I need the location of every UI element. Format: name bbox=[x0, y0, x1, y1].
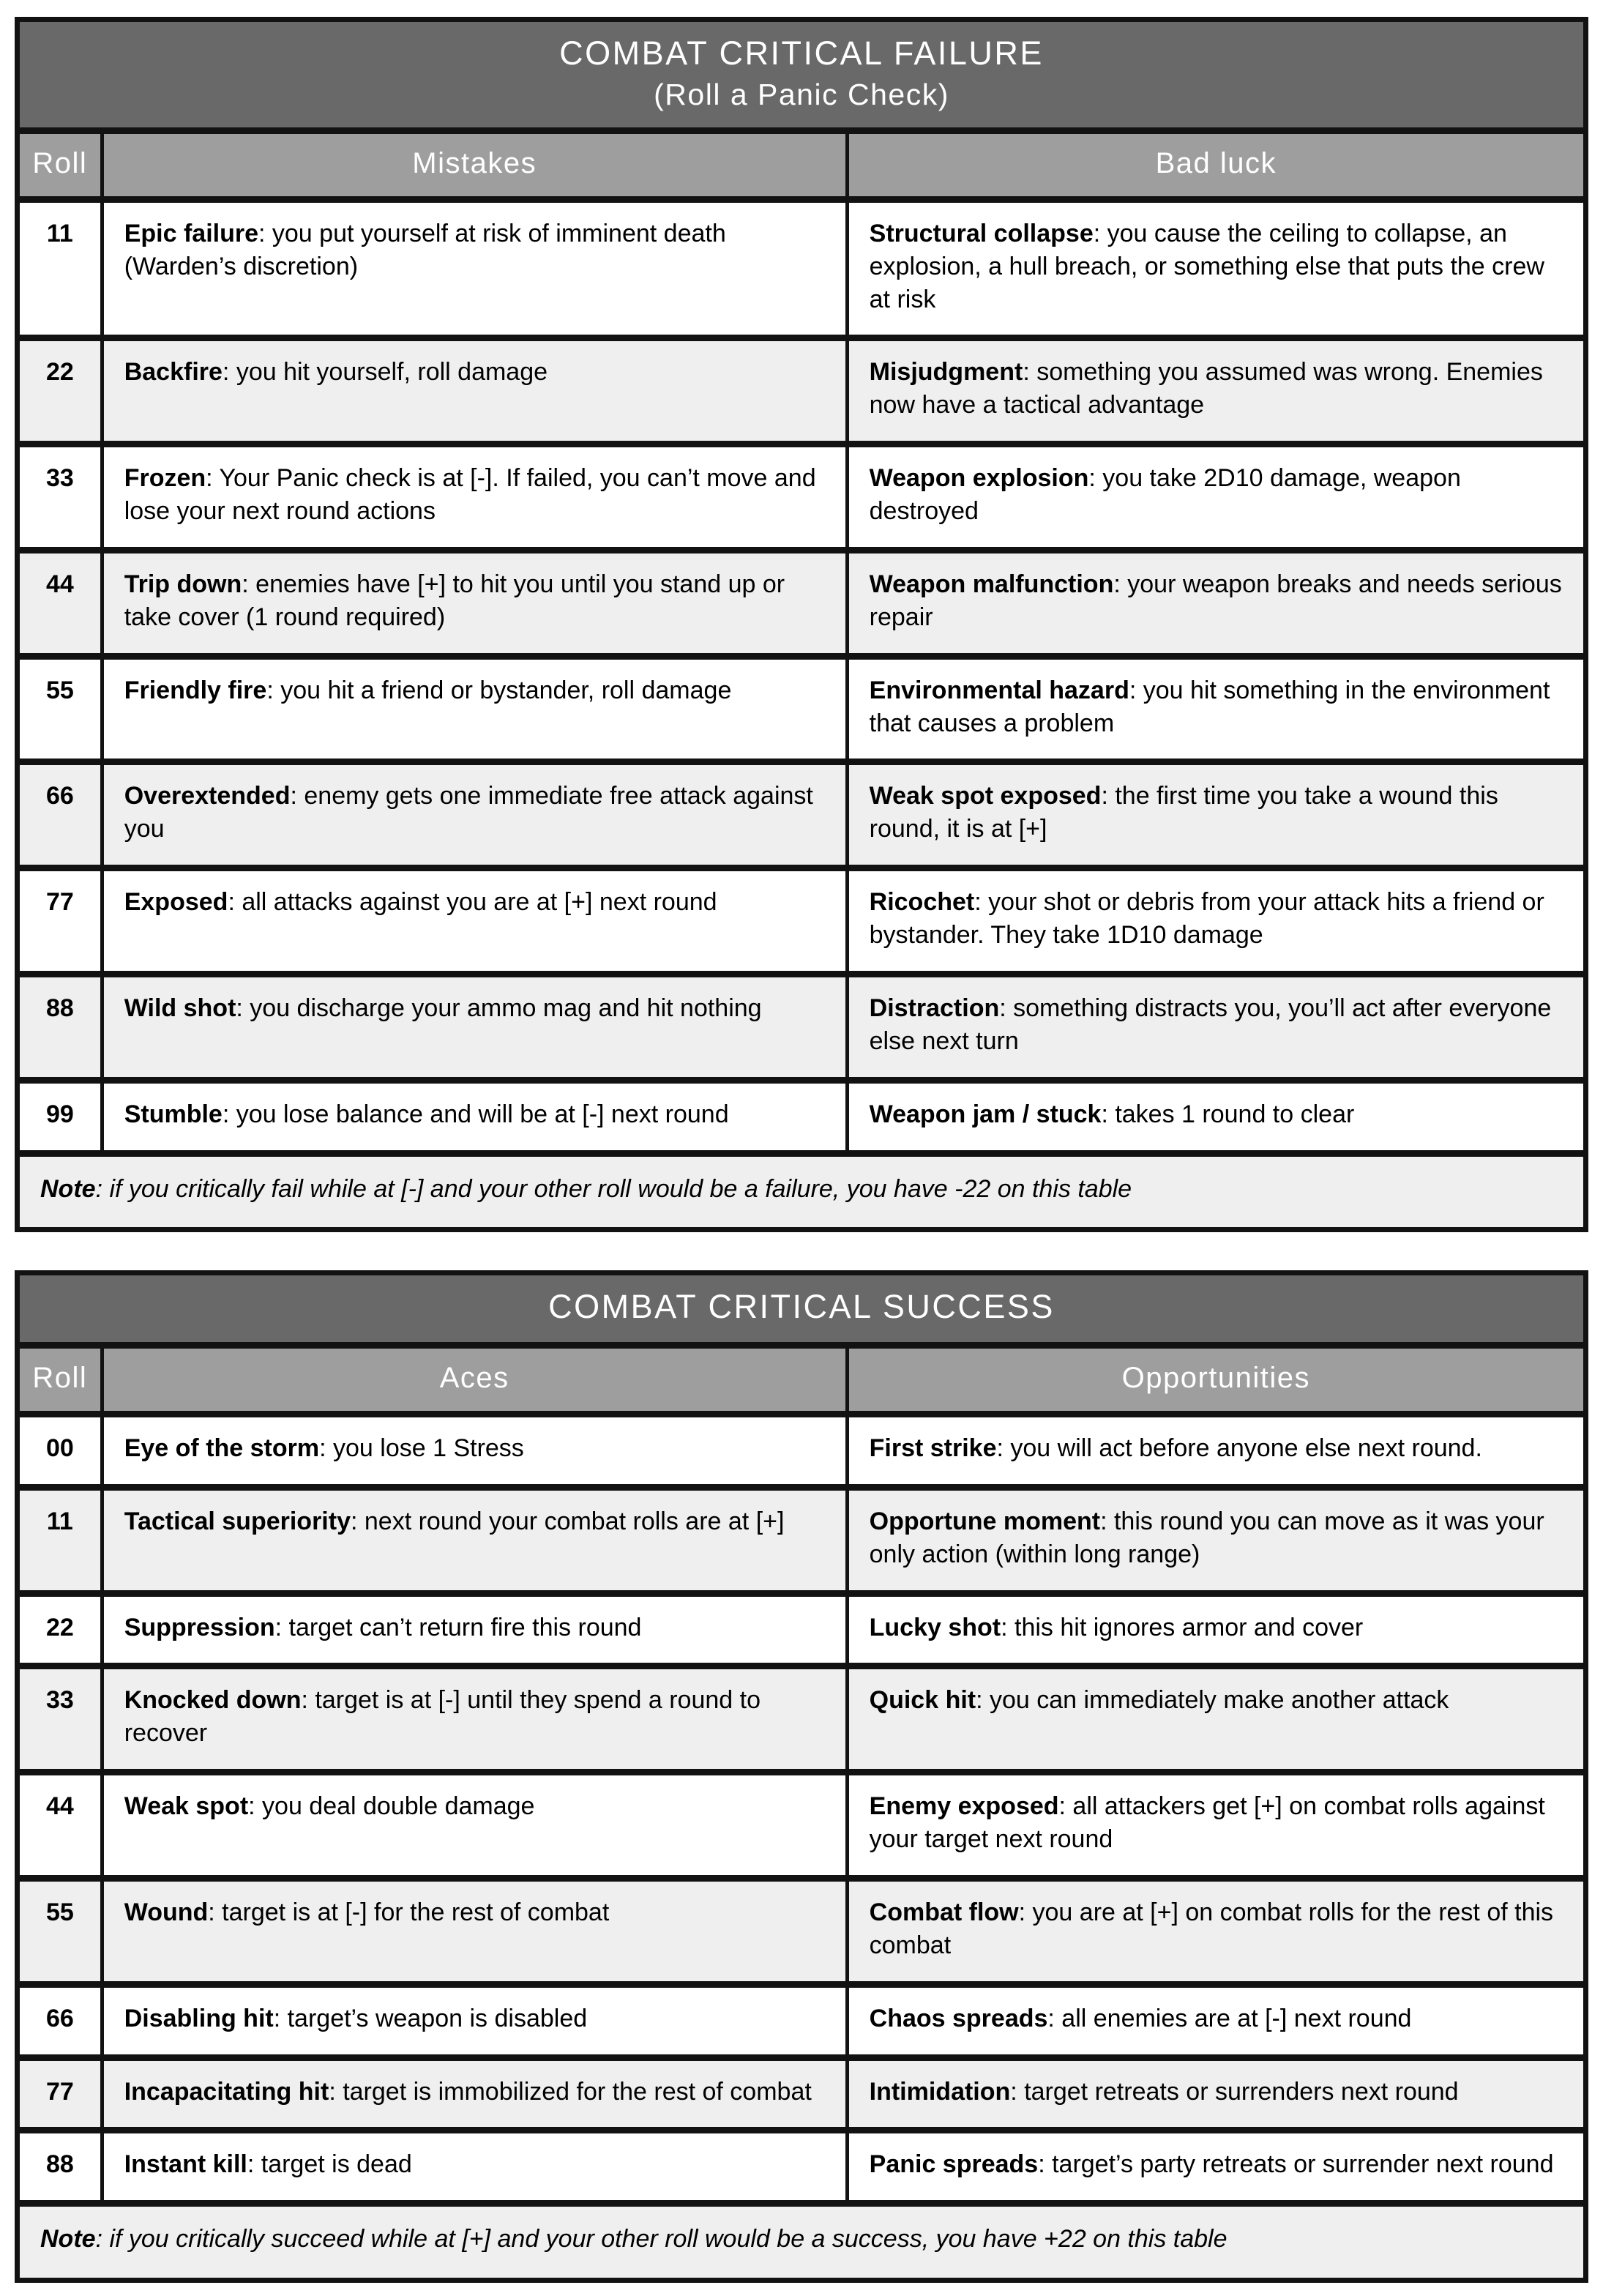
entry-text: : you are at [+] on combat rolls for the rest of this combat bbox=[869, 1898, 1554, 1959]
entry-text: : you lose balance and will be at [-] next round bbox=[222, 1100, 729, 1128]
roll-cell: 77 bbox=[18, 868, 102, 974]
column-header-aces: Aces bbox=[102, 1345, 847, 1414]
roll-cell: 44 bbox=[18, 550, 102, 656]
table-row bbox=[18, 2131, 1586, 2204]
entry-text: : the first time you take a wound this round, it is at [+] bbox=[869, 782, 1498, 843]
title-row bbox=[18, 20, 1586, 131]
right-entry-cell bbox=[847, 2131, 1585, 2204]
entry-term: Epic failure bbox=[124, 219, 258, 247]
left-entry-cell bbox=[102, 444, 847, 551]
entry-term: Wound bbox=[124, 1898, 209, 1926]
entry-term: Panic spreads bbox=[869, 2150, 1039, 2179]
entry-text: : you hit a friend or bystander, roll damage bbox=[266, 676, 732, 704]
entry-text: : this round you can move as it was your only action (within long range) bbox=[869, 1507, 1544, 1568]
roll-cell: 44 bbox=[18, 1773, 102, 1879]
entry-text: : you can immediately make another attack bbox=[976, 1686, 1449, 1715]
right-entry-cell bbox=[847, 656, 1585, 762]
entry-text: : target’s party retreats or surrender next round bbox=[1038, 2150, 1554, 2179]
entry-term: Knocked down bbox=[124, 1686, 302, 1715]
entry-term: Tactical superiority bbox=[124, 1507, 351, 1535]
page-title: COMBAT CRITICAL SUCCESS bbox=[548, 1288, 1055, 1326]
note-label: Note bbox=[40, 2225, 96, 2254]
failure-table-head bbox=[18, 20, 1586, 200]
entry-term: Distraction bbox=[869, 994, 1000, 1022]
right-entry-cell bbox=[847, 338, 1585, 444]
entry-text: : target’s weapon is disabled bbox=[273, 2004, 588, 2032]
note-cell bbox=[18, 1153, 1586, 1230]
column-header-opportunities: Opportunities bbox=[847, 1345, 1585, 1414]
entry-text: : target is immobilized for the rest of combat bbox=[329, 2077, 812, 2106]
roll-cell: 77 bbox=[18, 2057, 102, 2131]
left-entry-cell bbox=[102, 1878, 847, 1984]
failure-table-footer bbox=[18, 1153, 1586, 1230]
combat-critical-failure-table bbox=[15, 17, 1588, 1232]
left-entry-cell bbox=[102, 550, 847, 656]
right-entry-cell bbox=[847, 1080, 1585, 1153]
note-row bbox=[18, 2204, 1586, 2281]
table-row bbox=[18, 1414, 1586, 1487]
table-row bbox=[18, 1666, 1586, 1773]
left-entry-cell bbox=[102, 2131, 847, 2204]
title-row bbox=[18, 1273, 1586, 1346]
note-text: : if you critically fail while at [-] and your other roll would be a failure, you have -22 on this table bbox=[95, 1174, 1132, 1203]
right-entry-cell bbox=[847, 974, 1585, 1080]
page-subtitle: (Roll a Panic Check) bbox=[654, 77, 949, 111]
entry-text: : target is at [-] for the rest of combat bbox=[208, 1898, 610, 1926]
entry-text: : Your Panic check is at [-]. If failed, you can’t move and lose your next round actions bbox=[124, 464, 816, 526]
success-table-footer bbox=[18, 2204, 1586, 2281]
entry-term: Weapon explosion bbox=[869, 464, 1089, 493]
table-gap bbox=[15, 1232, 1588, 1270]
entry-term: Misjudgment bbox=[869, 358, 1023, 387]
left-entry-cell bbox=[102, 656, 847, 762]
table-row bbox=[18, 762, 1586, 868]
entry-term: Opportune moment bbox=[869, 1507, 1101, 1535]
entry-text: : all attackers get [+] on combat rolls against your target next round bbox=[869, 1792, 1545, 1854]
entry-term: Chaos spreads bbox=[869, 2004, 1048, 2032]
table-row bbox=[18, 1080, 1586, 1153]
entry-text: : target is dead bbox=[247, 2150, 412, 2179]
entry-text: : you discharge your ammo mag and hit nothing bbox=[236, 994, 762, 1022]
entry-term: Quick hit bbox=[869, 1686, 976, 1715]
entry-term: Frozen bbox=[124, 464, 206, 493]
entry-text: : target can’t return fire this round bbox=[274, 1613, 642, 1641]
column-header-roll: Roll bbox=[18, 130, 102, 199]
failure-table-body bbox=[18, 199, 1586, 1153]
entry-term: Ricochet bbox=[869, 888, 975, 917]
entry-text: : you lose 1 Stress bbox=[319, 1434, 524, 1462]
roll-cell: 33 bbox=[18, 444, 102, 551]
right-entry-cell bbox=[847, 1487, 1585, 1593]
entry-text: : something distracts you, you’ll act after everyone else next turn bbox=[869, 994, 1552, 1055]
entry-text: : target is at [-] until they spend a round to recover bbox=[124, 1686, 761, 1748]
left-entry-cell bbox=[102, 1487, 847, 1593]
table-row bbox=[18, 1773, 1586, 1879]
roll-cell: 55 bbox=[18, 1878, 102, 1984]
roll-cell: 88 bbox=[18, 974, 102, 1080]
right-entry-cell bbox=[847, 1593, 1585, 1666]
entry-term: Backfire bbox=[124, 358, 223, 387]
entry-text: : your weapon breaks and needs serious repair bbox=[869, 570, 1562, 631]
table-row bbox=[18, 2057, 1586, 2131]
entry-term: Instant kill bbox=[124, 2150, 247, 2179]
table-row bbox=[18, 338, 1586, 444]
roll-cell: 33 bbox=[18, 1666, 102, 1773]
entry-term: Structural collapse bbox=[869, 219, 1094, 247]
left-entry-cell bbox=[102, 762, 847, 868]
right-entry-cell bbox=[847, 1773, 1585, 1879]
entry-term: Combat flow bbox=[869, 1898, 1019, 1926]
table-row bbox=[18, 868, 1586, 974]
left-entry-cell bbox=[102, 1666, 847, 1773]
left-entry-cell bbox=[102, 974, 847, 1080]
entry-text: : all enemies are at [-] next round bbox=[1047, 2004, 1412, 2032]
table-row bbox=[18, 974, 1586, 1080]
table-row bbox=[18, 199, 1586, 338]
entry-text: : enemies have [+] to hit you until you stand up or take cover (1 round required) bbox=[124, 570, 785, 631]
entry-term: Environmental hazard bbox=[869, 676, 1129, 704]
success-table-body bbox=[18, 1414, 1586, 2203]
right-entry-cell bbox=[847, 762, 1585, 868]
note-row bbox=[18, 1153, 1586, 1230]
entry-text: : something you assumed was wrong. Enemies now have a tactical advantage bbox=[869, 358, 1543, 420]
left-entry-cell bbox=[102, 1593, 847, 1666]
entry-text: : you hit yourself, roll damage bbox=[222, 358, 548, 387]
entry-term: Enemy exposed bbox=[869, 1792, 1059, 1821]
entry-term: Trip down bbox=[124, 570, 242, 598]
left-entry-cell bbox=[102, 1773, 847, 1879]
entry-term: Disabling hit bbox=[124, 2004, 274, 2032]
left-entry-cell bbox=[102, 338, 847, 444]
right-entry-cell bbox=[847, 1878, 1585, 1984]
failure-table-title-bar bbox=[18, 20, 1586, 131]
entry-term: Weak spot exposed bbox=[869, 782, 1102, 810]
right-entry-cell bbox=[847, 1414, 1585, 1487]
roll-cell: 00 bbox=[18, 1414, 102, 1487]
left-entry-cell bbox=[102, 868, 847, 974]
combat-critical-success-table bbox=[15, 1270, 1588, 2283]
entry-term: Wild shot bbox=[124, 994, 236, 1022]
entry-term: Overextended bbox=[124, 782, 291, 810]
right-entry-cell bbox=[847, 444, 1585, 551]
entry-text: : takes 1 round to clear bbox=[1101, 1100, 1355, 1128]
right-entry-cell bbox=[847, 199, 1585, 338]
entry-term: Exposed bbox=[124, 888, 228, 917]
right-entry-cell bbox=[847, 550, 1585, 656]
entry-text: : this hit ignores armor and cover bbox=[1001, 1613, 1364, 1641]
entry-text: : next round your combat rolls are at [+] bbox=[350, 1507, 785, 1535]
entry-text: : you deal double damage bbox=[248, 1792, 535, 1821]
right-entry-cell bbox=[847, 1666, 1585, 1773]
entry-term: Suppression bbox=[124, 1613, 275, 1641]
entry-text: : enemy gets one immediate free attack against you bbox=[124, 782, 813, 843]
table-row bbox=[18, 550, 1586, 656]
column-header-bad-luck: Bad luck bbox=[847, 130, 1585, 199]
column-header-mistakes: Mistakes bbox=[102, 130, 847, 199]
success-table-title-bar bbox=[18, 1273, 1586, 1346]
table-row bbox=[18, 444, 1586, 551]
note-cell bbox=[18, 2204, 1586, 2281]
entry-term: First strike bbox=[869, 1434, 997, 1462]
table-row bbox=[18, 1487, 1586, 1593]
entry-term: Eye of the storm bbox=[124, 1434, 320, 1462]
entry-text: : you cause the ceiling to collapse, an explosion, a hull breach, or something else that puts the crew at risk bbox=[869, 219, 1544, 313]
entry-text: : you take 2D10 damage, weapon destroyed bbox=[869, 464, 1461, 526]
entry-term: Lucky shot bbox=[869, 1613, 1001, 1641]
success-table-head bbox=[18, 1273, 1586, 1414]
roll-cell: 11 bbox=[18, 199, 102, 338]
page-title: COMBAT CRITICAL FAILURE bbox=[559, 34, 1044, 72]
table-row bbox=[18, 1878, 1586, 1984]
entry-term: Intimidation bbox=[869, 2077, 1011, 2106]
roll-cell: 22 bbox=[18, 338, 102, 444]
entry-term: Weapon jam / stuck bbox=[869, 1100, 1102, 1128]
entry-text: : you put yourself at risk of imminent death (Warden’s discretion) bbox=[124, 219, 726, 280]
entry-term: Weak spot bbox=[124, 1792, 249, 1821]
roll-cell: 55 bbox=[18, 656, 102, 762]
entry-term: Friendly fire bbox=[124, 676, 267, 704]
right-entry-cell bbox=[847, 1984, 1585, 2057]
note-label: Note bbox=[40, 1174, 96, 1203]
entry-text: : all attacks against you are at [+] next round bbox=[228, 888, 717, 917]
note-text: : if you critically succeed while at [+] and your other roll would be a success, you have +22 on this table bbox=[95, 2225, 1228, 2254]
entry-text: : your shot or debris from your attack hits a friend or bystander. They take 1D10 damage bbox=[869, 888, 1544, 950]
entry-text: : you will act before anyone else next round. bbox=[996, 1434, 1482, 1462]
roll-cell: 99 bbox=[18, 1080, 102, 1153]
column-header-roll: Roll bbox=[18, 1345, 102, 1414]
table-row bbox=[18, 1984, 1586, 2057]
table-row bbox=[18, 656, 1586, 762]
column-header-row bbox=[18, 130, 1586, 199]
left-entry-cell bbox=[102, 199, 847, 338]
left-entry-cell bbox=[102, 1984, 847, 2057]
roll-cell: 22 bbox=[18, 1593, 102, 1666]
roll-cell: 66 bbox=[18, 1984, 102, 2057]
left-entry-cell bbox=[102, 1414, 847, 1487]
entry-text: : target retreats or surrenders next round bbox=[1010, 2077, 1459, 2106]
entry-term: Stumble bbox=[124, 1100, 223, 1128]
roll-cell: 11 bbox=[18, 1487, 102, 1593]
entry-text: : you hit something in the environment that causes a problem bbox=[869, 676, 1550, 737]
roll-cell: 88 bbox=[18, 2131, 102, 2204]
roll-cell: 66 bbox=[18, 762, 102, 868]
left-entry-cell bbox=[102, 1080, 847, 1153]
entry-term: Incapacitating hit bbox=[124, 2077, 329, 2106]
entry-term: Weapon malfunction bbox=[869, 570, 1114, 598]
table-row bbox=[18, 1593, 1586, 1666]
left-entry-cell bbox=[102, 2057, 847, 2131]
right-entry-cell bbox=[847, 868, 1585, 974]
column-header-row bbox=[18, 1345, 1586, 1414]
right-entry-cell bbox=[847, 2057, 1585, 2131]
